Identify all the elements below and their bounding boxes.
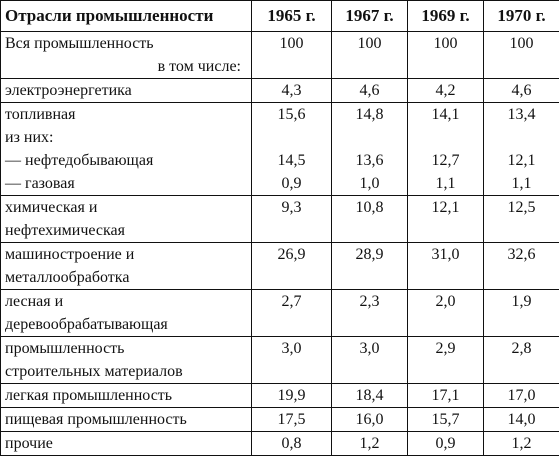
table-row xyxy=(1,408,559,432)
value-line: 9,3 xyxy=(256,196,327,219)
industry-label-cell xyxy=(1,337,252,384)
value-line xyxy=(412,313,479,336)
value-cell xyxy=(408,103,484,196)
value-cell xyxy=(252,337,332,384)
value-line: 0,9 xyxy=(412,432,479,455)
value-cell xyxy=(332,79,408,103)
value-line: 32,6 xyxy=(488,243,555,266)
value-line: 17,1 xyxy=(412,384,479,407)
value-line: 2,7 xyxy=(256,290,327,313)
industry-label-line: пищевая промышленность xyxy=(5,408,247,431)
value-cell xyxy=(408,79,484,103)
value-line xyxy=(256,266,327,289)
value-line: 1,2 xyxy=(336,432,403,455)
value-line: 26,9 xyxy=(256,243,327,266)
value-cell xyxy=(252,196,332,243)
table-row xyxy=(1,196,559,243)
value-line: 28,9 xyxy=(336,243,403,266)
value-line: 12,1 xyxy=(488,149,555,172)
value-line: 13,4 xyxy=(488,103,555,126)
value-cell xyxy=(408,432,484,456)
value-cell xyxy=(252,32,332,79)
value-line: 15,6 xyxy=(256,103,327,126)
value-line: 1,9 xyxy=(488,290,555,313)
value-cell xyxy=(332,337,408,384)
value-line xyxy=(336,360,403,383)
value-line xyxy=(256,360,327,383)
industry-label-line: из них: xyxy=(5,126,247,149)
industry-label-line: лесная и xyxy=(5,290,247,313)
industry-label-line: промышленность xyxy=(5,337,247,360)
value-cell xyxy=(408,196,484,243)
value-line xyxy=(488,126,555,149)
industry-label-line: прочие xyxy=(5,432,247,455)
industry-label-cell xyxy=(1,196,252,243)
value-line xyxy=(336,219,403,242)
value-line: 1,0 xyxy=(336,172,403,195)
value-cell xyxy=(252,408,332,432)
value-cell xyxy=(332,408,408,432)
value-line: 31,0 xyxy=(412,243,479,266)
value-line: 2,3 xyxy=(336,290,403,313)
industry-label-line: строительных материалов xyxy=(5,360,247,383)
value-cell xyxy=(252,103,332,196)
table-row xyxy=(1,432,559,456)
industry-label-cell xyxy=(1,243,252,290)
value-cell xyxy=(484,243,559,290)
value-cell xyxy=(252,290,332,337)
value-line: 4,3 xyxy=(256,79,327,102)
value-cell xyxy=(484,408,559,432)
header-year-1969: 1969 г. xyxy=(408,1,484,32)
table-row xyxy=(1,103,559,196)
table-row xyxy=(1,290,559,337)
table-row xyxy=(1,79,559,103)
value-line xyxy=(488,219,555,242)
header-industry: Отрасли промышленности xyxy=(1,1,252,32)
header-year-1970: 1970 г. xyxy=(484,1,559,32)
value-line xyxy=(412,360,479,383)
value-cell xyxy=(484,432,559,456)
value-cell xyxy=(332,384,408,408)
value-line xyxy=(412,266,479,289)
value-cell xyxy=(332,243,408,290)
value-cell xyxy=(408,408,484,432)
industry-label-cell xyxy=(1,432,252,456)
industry-label-line: — нефтедобывающая xyxy=(5,149,247,172)
value-line xyxy=(256,219,327,242)
value-line xyxy=(336,126,403,149)
value-line: 2,0 xyxy=(412,290,479,313)
value-line xyxy=(256,313,327,336)
industry-label-line: деревообрабатывающая xyxy=(5,313,247,336)
industry-label-cell xyxy=(1,103,252,196)
value-line: 3,0 xyxy=(256,337,327,360)
value-line: 14,0 xyxy=(488,408,555,431)
industry-label-line: химическая и xyxy=(5,196,247,219)
value-line: 4,6 xyxy=(488,79,555,102)
table-row xyxy=(1,243,559,290)
value-cell xyxy=(332,103,408,196)
value-line: 2,9 xyxy=(412,337,479,360)
value-line: 16,0 xyxy=(336,408,403,431)
value-cell xyxy=(332,32,408,79)
industry-label-line: топливная xyxy=(5,103,247,126)
value-cell xyxy=(252,79,332,103)
header-year-1967: 1967 г. xyxy=(332,1,408,32)
value-line xyxy=(488,55,555,78)
industry-label-line: легкая промышленность xyxy=(5,384,247,407)
value-line: 10,8 xyxy=(336,196,403,219)
industry-label-line: металлообработка xyxy=(5,266,247,289)
table-row xyxy=(1,32,559,79)
value-cell xyxy=(484,384,559,408)
value-cell xyxy=(332,290,408,337)
value-cell xyxy=(484,103,559,196)
value-cell xyxy=(408,290,484,337)
industry-label-cell xyxy=(1,79,252,103)
value-line xyxy=(336,55,403,78)
industry-label-cell xyxy=(1,290,252,337)
value-cell xyxy=(408,243,484,290)
header-year-1965: 1965 г. xyxy=(252,1,332,32)
value-line: 0,8 xyxy=(256,432,327,455)
table-row xyxy=(1,384,559,408)
value-line xyxy=(488,313,555,336)
value-line xyxy=(336,266,403,289)
value-line: 4,6 xyxy=(336,79,403,102)
value-line xyxy=(256,55,327,78)
value-line: 2,8 xyxy=(488,337,555,360)
industry-label-line: электроэнергетика xyxy=(5,79,247,102)
value-line xyxy=(488,266,555,289)
industry-label-cell xyxy=(1,384,252,408)
value-line xyxy=(488,360,555,383)
value-cell xyxy=(408,384,484,408)
table-body xyxy=(1,32,559,456)
value-cell xyxy=(484,337,559,384)
value-line: 100 xyxy=(256,32,327,55)
value-line: 12,5 xyxy=(488,196,555,219)
value-line: 1,1 xyxy=(412,172,479,195)
value-line xyxy=(412,55,479,78)
value-cell xyxy=(484,196,559,243)
value-cell xyxy=(408,32,484,79)
value-line: 4,2 xyxy=(412,79,479,102)
table-row xyxy=(1,337,559,384)
industry-label-cell xyxy=(1,408,252,432)
value-line: 19,9 xyxy=(256,384,327,407)
value-line: 1,2 xyxy=(488,432,555,455)
value-line: 18,4 xyxy=(336,384,403,407)
value-line: 14,5 xyxy=(256,149,327,172)
value-line: 3,0 xyxy=(336,337,403,360)
industry-label-line: — газовая xyxy=(5,172,247,195)
value-cell xyxy=(484,79,559,103)
industry-label-line: Вся промышленность xyxy=(5,32,247,55)
value-line: 12,1 xyxy=(412,196,479,219)
industry-label-line: в том числе: xyxy=(5,55,247,78)
value-line: 15,7 xyxy=(412,408,479,431)
value-cell xyxy=(332,432,408,456)
value-line: 13,6 xyxy=(336,149,403,172)
value-line: 100 xyxy=(336,32,403,55)
industry-label-line: машиностроение и xyxy=(5,243,247,266)
industry-label-cell xyxy=(1,32,252,79)
value-line: 17,5 xyxy=(256,408,327,431)
value-line: 14,8 xyxy=(336,103,403,126)
value-line xyxy=(412,126,479,149)
value-line: 1,1 xyxy=(488,172,555,195)
value-line xyxy=(412,219,479,242)
value-cell xyxy=(484,290,559,337)
value-cell xyxy=(332,196,408,243)
value-cell xyxy=(252,384,332,408)
value-line: 100 xyxy=(488,32,555,55)
value-line: 17,0 xyxy=(488,384,555,407)
value-line: 100 xyxy=(412,32,479,55)
value-line: 12,7 xyxy=(412,149,479,172)
table-header-row xyxy=(1,1,559,32)
value-cell xyxy=(252,243,332,290)
value-cell xyxy=(484,32,559,79)
value-cell xyxy=(408,337,484,384)
value-line xyxy=(336,313,403,336)
value-line xyxy=(256,126,327,149)
value-line: 14,1 xyxy=(412,103,479,126)
value-cell xyxy=(252,432,332,456)
value-line: 0,9 xyxy=(256,172,327,195)
industry-label-line: нефтехимическая xyxy=(5,219,247,242)
